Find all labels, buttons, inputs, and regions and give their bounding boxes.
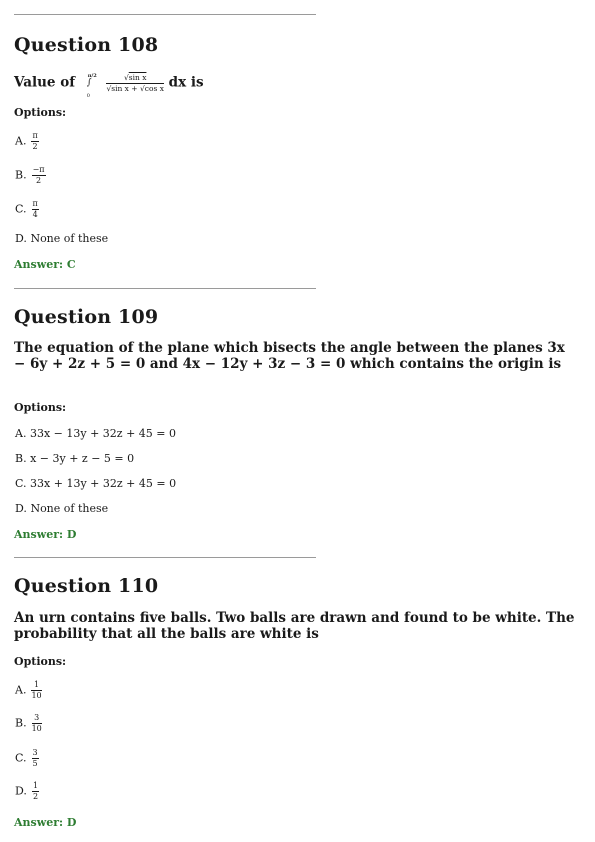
option-d: D. None of these: [15, 502, 109, 515]
question-108-title: Question 108: [14, 34, 159, 56]
option-a: A. $\frac{\pi}{2}$: [15, 131, 38, 151]
question-110-text: An urn contains five balls. Two balls are drawn and found to be white. The probability that all the balls are white is: [14, 610, 575, 642]
separator-rule: [14, 557, 316, 558]
question-108-text: [14, 70, 579, 99]
question-prefix: Value of: [14, 74, 76, 91]
option-d: D. $\frac{1}{2}$: [15, 781, 39, 801]
option-b: B. $\frac{3}{10}$: [15, 713, 42, 733]
option-c: C. 33x + 13y + 32z + 45 = 0: [15, 477, 177, 490]
option-b: B. x − 3y + z − 5 = 0: [15, 452, 135, 465]
answer-label: Answer: C: [14, 258, 76, 271]
option-c: C. $\frac{\pi}{4}$: [15, 199, 38, 219]
separator-rule: [14, 288, 316, 289]
integral-upper-limit: π/2: [87, 73, 97, 79]
options-label: Options:: [14, 401, 67, 414]
integral-symbol: [86, 70, 100, 99]
question-110-title: Question 110: [14, 575, 159, 597]
options-label: Options:: [14, 655, 67, 668]
option-d: D. None of these: [15, 232, 109, 245]
options-label: Options:: [14, 106, 67, 119]
integrand-numerator: √sin x: [106, 74, 164, 84]
question-109-text: The equation of the plane which bisects the angle between the planes 3x − 6y + 2z + 5 = 0 and 4x − 12y + 3z − 3 = 0 which contains the origin is: [14, 340, 565, 372]
option-a: A. $\frac{1}{10}$: [15, 680, 42, 700]
option-c: C. $\frac{3}{5}$: [15, 748, 38, 768]
integral-sign: ∫: [86, 78, 92, 88]
option-b: B. $\frac{-\pi}{2}$: [15, 165, 45, 185]
integrand-fraction: [106, 74, 164, 92]
question-suffix: dx is: [168, 74, 204, 91]
answer-label: Answer: D: [14, 528, 77, 541]
integral-lower-limit: 0: [86, 93, 90, 99]
answer-label: Answer: D: [14, 816, 77, 829]
option-a: A. 33x − 13y + 32z + 45 = 0: [15, 427, 176, 440]
integrand-denominator: √sin x + √cos x: [106, 83, 164, 93]
question-109-title: Question 109: [14, 306, 159, 328]
separator-rule: [14, 14, 316, 15]
